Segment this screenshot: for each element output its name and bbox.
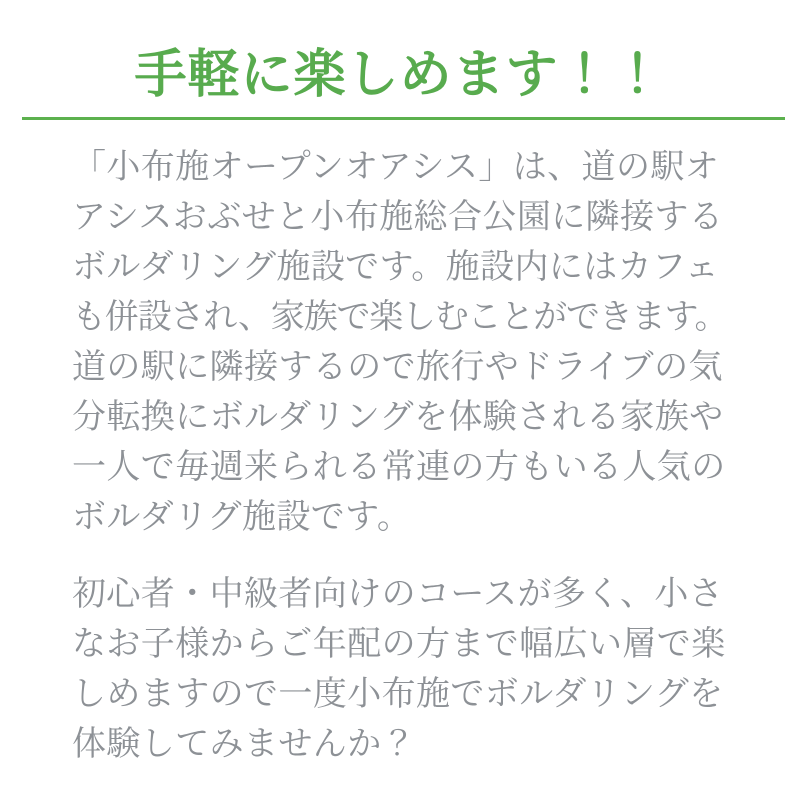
body-text (72, 143, 727, 770)
text-line: 「小布施オープンオアシス」は、道の駅オ (72, 149, 720, 186)
promo-page (0, 44, 799, 799)
divider-line (22, 117, 785, 120)
text-line: ボルダリング施設です。施設内にはカフェ (72, 249, 720, 286)
text-line: アシスおぶせと小布施総合公園に隣接する (72, 199, 724, 236)
page-title: 手軽に楽しめます！！ (134, 47, 665, 104)
text-line: 一人で毎週来られる常連の方もいる人気の (72, 449, 726, 486)
text-line: 体験してみませんか？ (72, 726, 416, 763)
text-line: なお子様からご年配の方まで幅広い層で楽 (72, 626, 726, 663)
paragraph-invitation (72, 570, 727, 770)
text-line: 分転換にボルダリングを体験される家族や (72, 399, 724, 436)
text-line: ボルダリグ施設です。 (72, 499, 412, 536)
text-line: も併設され、家族で楽しむことができます。 (72, 299, 728, 336)
text-line: 初心者・中級者向けのコースが多く、小さ (72, 576, 724, 613)
paragraph-facility-intro (72, 143, 727, 543)
text-line: 道の駅に隣接するので旅行やドライブの気 (72, 349, 723, 386)
text-line: しめますので一度小布施でボルダリングを (72, 676, 724, 713)
